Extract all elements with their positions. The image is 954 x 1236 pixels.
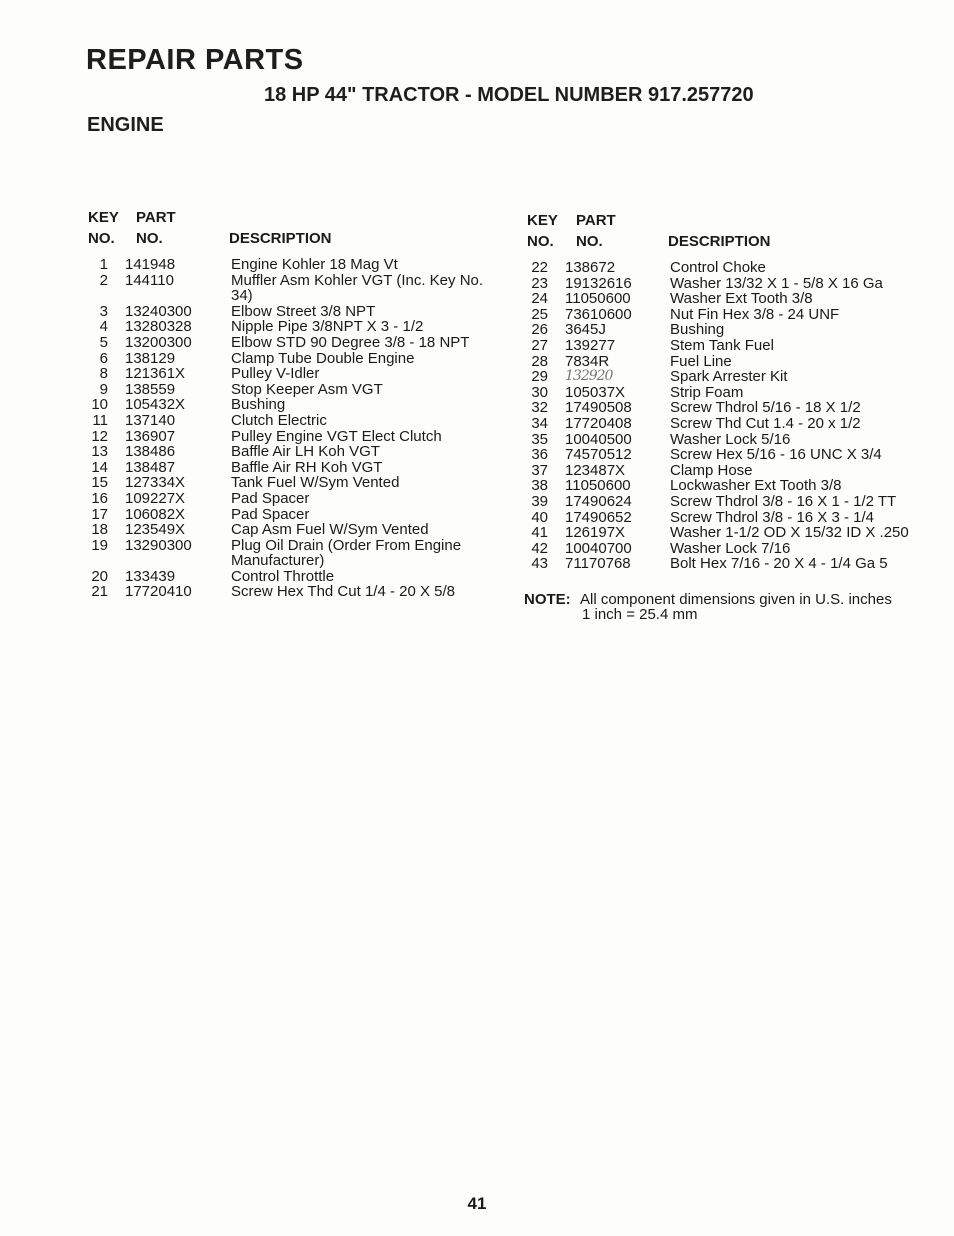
key-number: 19 [91,536,108,554]
note-line-1: All component dimensions given in U.S. inches [580,590,892,608]
part-header-2: NO. [136,230,163,247]
part-number: 138672 [565,259,616,276]
key-number: 27 [531,336,548,354]
part-number: 139277 [565,336,616,354]
part-number: 74570512 [565,446,632,464]
part-number: 133439 [125,567,176,585]
table-row [84,569,504,585]
table-row [524,541,944,557]
part-number: 127334X [125,474,186,492]
table-row [84,319,504,335]
key-header-1: KEY [527,212,558,229]
table-header [84,207,504,257]
part-number: 13240300 [125,302,192,320]
section-heading: ENGINE [87,114,164,136]
part-number: 13200300 [125,333,192,351]
part-number: 109227X [125,489,186,507]
table-row [524,556,944,572]
key-number: 34 [531,414,548,432]
part-description: Pulley Engine VGT Elect Clutch [231,427,442,445]
key-number: 10 [91,396,108,414]
description-header: DESCRIPTION [668,233,771,250]
key-number: 21 [91,583,108,601]
part-description: Washer 1-1/2 OD X 15/32 ID X .250 [670,524,909,542]
table-row [84,522,504,538]
part-description: Bushing [670,321,725,339]
part-description: Bushing [231,396,286,414]
part-description: Clamp Hose [670,461,753,479]
key-number: 20 [91,567,108,585]
part-description: Engine Kohler 18 Mag Vt [231,256,398,273]
part-number: 141948 [125,256,176,273]
part-number: 126197X [565,524,626,542]
part-description: Clamp Tube Double Engine [231,349,415,367]
part-description: Tank Fuel W/Sym Vented [231,474,400,492]
key-number: 38 [531,477,548,495]
key-number: 25 [531,305,548,323]
part-description: Nipple Pipe 3/8NPT X 3 - 1/2 [231,318,424,336]
page-title: REPAIR PARTS [86,44,304,76]
part-number: 17720410 [125,583,192,601]
key-header-2: NO. [527,233,554,250]
part-number: 138559 [125,380,176,398]
key-number: 6 [99,349,108,367]
part-description: Screw Hex 5/16 - 16 UNC X 3/4 [670,446,882,464]
key-number: 43 [531,555,548,573]
table-row [84,491,504,507]
part-number: 11050600 [565,290,631,308]
part-description: Stem Tank Fuel [670,336,774,354]
part-description: Fuel Line [670,352,732,370]
table-row [84,584,504,600]
part-description: Nut Fin Hex 3/8 - 24 UNF [670,305,840,323]
table-row [84,475,504,491]
key-number: 39 [531,492,548,510]
key-number: 4 [99,318,108,336]
part-description: Cap Asm Fuel W/Sym Vented [231,521,429,539]
part-description: Stop Keeper Asm VGT [231,380,383,398]
note-label: NOTE: [524,590,571,608]
table-row [524,338,944,354]
part-description: Strip Foam [670,383,744,401]
key-number: 41 [531,524,548,542]
table-row [84,397,504,413]
part-description: Plug Oil Drain (Order From Engine Manufacturer) [231,536,462,570]
part-number: 19132616 [565,274,632,292]
part-description: Screw Thdrol 5/16 - 18 X 1/2 [670,399,861,417]
key-number: 29 [531,368,548,386]
model-subtitle: 18 HP 44" TRACTOR - MODEL NUMBER 917.257720 [264,84,754,106]
part-number: 17720408 [565,414,632,432]
table-row [84,460,504,476]
table-row [524,276,944,292]
part-description: Elbow Street 3/8 NPT [231,302,376,320]
key-number: 23 [531,274,548,292]
part-number: 17490624 [565,492,632,510]
key-number: 9 [99,380,108,398]
part-number: 138486 [125,443,176,461]
part-number: 132920 [565,368,613,385]
table-row [524,400,944,416]
key-number: 14 [91,458,108,476]
part-number: 17490508 [565,399,632,417]
part-number: 13280328 [125,318,192,336]
part-number: 10040500 [565,430,632,448]
table-row [524,416,944,432]
key-header-1: KEY [88,209,119,226]
key-number: 40 [531,508,548,526]
key-number: 12 [91,427,108,445]
part-number: 3645J [565,321,606,339]
table-row [524,494,944,510]
description-header: DESCRIPTION [229,230,332,247]
part-number: 138129 [125,349,176,367]
part-header-1: PART [136,209,176,226]
key-number: 1 [99,256,108,273]
key-number: 18 [91,521,108,539]
part-description: Screw Hex Thd Cut 1/4 - 20 X 5/8 [231,583,455,601]
part-description: Clutch Electric [231,411,327,429]
part-description: Washer Lock 5/16 [670,430,791,448]
table-row [84,335,504,351]
table-row [84,444,504,460]
part-number: 11050600 [565,477,631,495]
part-description: Baffle Air LH Koh VGT [231,443,380,461]
part-number: 144110 [125,271,174,289]
part-description: Bolt Hex 7/16 - 20 X 4 - 1/4 Ga 5 [670,555,888,573]
part-number: 121361X [125,365,186,383]
key-number: 11 [92,411,108,429]
parts-list [84,257,504,600]
part-description: Spark Arrester Kit [670,368,788,386]
part-description: Muffler Asm Kohler VGT (Inc. Key No. 34) [231,271,484,305]
key-header-2: NO. [88,230,115,247]
part-number: 106082X [125,505,186,523]
part-header-1: PART [576,212,616,229]
part-description: Screw Thd Cut 1.4 - 20 x 1/2 [670,414,861,432]
table-row [84,382,504,398]
table-row [524,354,944,370]
key-number: 32 [531,399,548,417]
key-number: 17 [91,505,108,523]
part-description: Pulley V-Idler [231,365,320,383]
part-description: Washer Lock 7/16 [670,539,791,557]
table-header [524,210,944,260]
part-number: 105432X [125,396,186,414]
key-number: 36 [531,446,548,464]
part-header-2: NO. [576,233,603,250]
key-number: 13 [91,443,108,461]
table-row [84,366,504,382]
table-row [524,463,944,479]
key-number: 16 [91,489,108,507]
part-number: 13290300 [125,536,192,554]
part-number: 123487X [565,461,626,479]
part-description: Washer 13/32 X 1 - 5/8 X 16 Ga [670,274,883,292]
key-number: 26 [531,321,548,339]
key-number: 8 [99,365,108,383]
table-row [84,413,504,429]
table-row [524,447,944,463]
parts-table-right [524,210,944,623]
key-number: 28 [531,352,548,370]
note [524,592,944,623]
part-number: 138487 [125,458,176,476]
part-number: 137140 [125,411,176,429]
part-description: Lockwasher Ext Tooth 3/8 [670,477,842,495]
note-line-2: 1 inch = 25.4 mm [582,606,698,624]
part-description: Baffle Air RH Koh VGT [231,458,383,476]
page-number: 41 [467,1194,487,1213]
table-row [84,304,504,320]
part-number: 105037X [565,383,626,401]
table-row [84,273,504,304]
key-number: 2 [99,271,108,289]
table-row [84,538,504,569]
part-description: Screw Thdrol 3/8 - 16 X 3 - 1/4 [670,508,874,526]
table-row [84,351,504,367]
part-number: 136907 [125,427,176,445]
key-number: 30 [531,383,548,401]
key-number: 15 [91,474,108,492]
part-number: 123549X [125,521,186,539]
table-row [524,385,944,401]
part-description: Control Choke [670,259,766,276]
table-row [524,291,944,307]
part-number: 10040700 [565,539,632,557]
part-description: Pad Spacer [231,489,310,507]
table-row [524,478,944,494]
key-number: 22 [531,259,548,276]
key-number: 35 [531,430,548,448]
table-row [84,507,504,523]
key-number: 5 [99,333,108,351]
part-description: Screw Thdrol 3/8 - 16 X 1 - 1/2 TT [670,492,897,510]
part-description: Control Throttle [231,567,335,585]
table-row [524,322,944,338]
part-number: 71170768 [565,555,631,573]
key-number: 37 [531,461,548,479]
table-row [524,525,944,541]
table-row [524,369,944,385]
key-number: 3 [99,302,108,320]
table-row [524,432,944,448]
key-number: 42 [531,539,548,557]
part-description: Pad Spacer [231,505,310,523]
key-number: 24 [531,290,548,308]
table-row [524,260,944,276]
table-row [524,510,944,526]
parts-table-left [84,207,504,600]
parts-list [524,260,944,572]
table-row [524,307,944,323]
table-row [84,257,504,273]
part-number: 73610600 [565,305,632,323]
part-number: 7834R [565,352,610,370]
part-description: Washer Ext Tooth 3/8 [670,290,813,308]
part-description: Elbow STD 90 Degree 3/8 - 18 NPT [231,333,470,351]
part-number: 17490652 [565,508,632,526]
table-row [84,429,504,445]
